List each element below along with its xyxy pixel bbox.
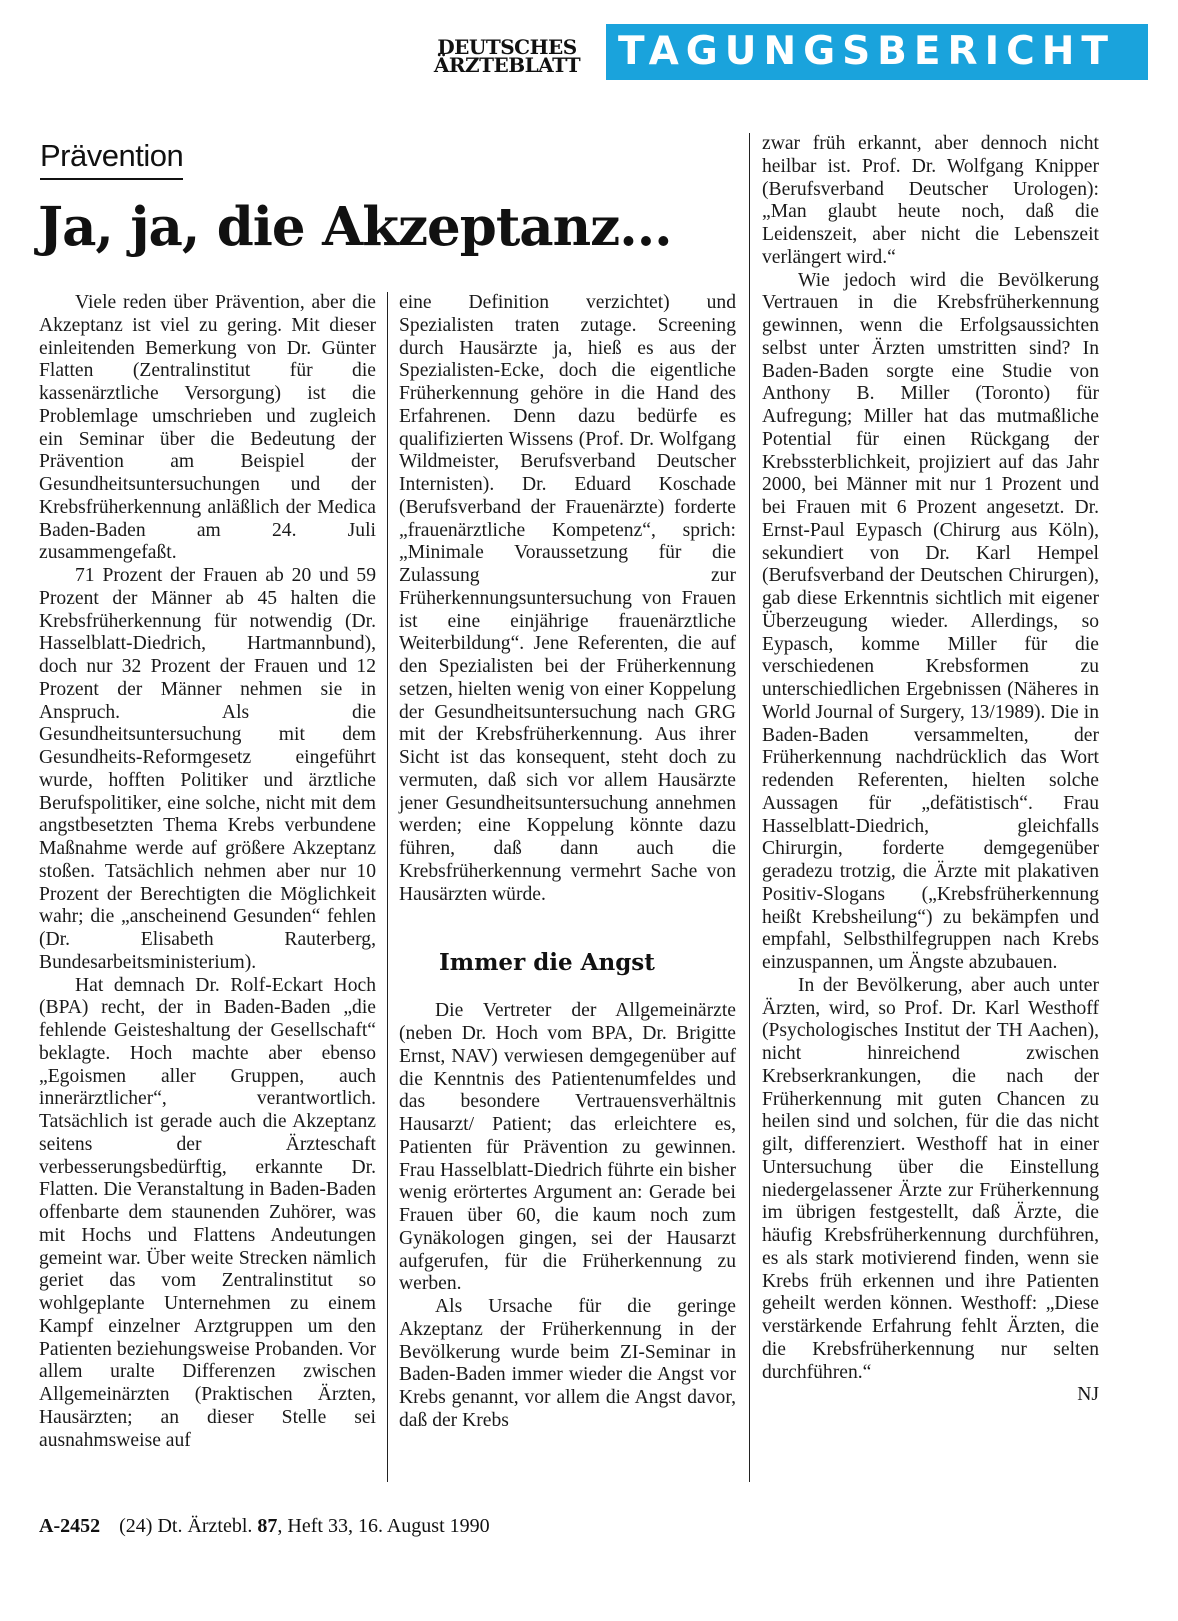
paragraph: In der Bevölkerung, aber auch unter Ärzten, wird, so Prof. Dr. Karl Westhoff (Psychologisches Institut der TH Aachen), nicht hinreichend zwischen Krebserkrankungen, die nach der Früherkennung mit guten Chancen zu heilen sind und solchen, für die das nicht gilt, differenziert. Westhoff hat in einer Untersuchung über die Einstellung niedergelassener Ärzte zur Früherkennung im übrigen festgestellt, daß Ärzte, die häufig Krebsfrüherkennung durchführen, es als stark motivierend finden, wenn sie Krebs früh erkennen und ihre Patienten geheilt werden können. Westhoff: „Diese verstärkende Erfahrung fehlt Ärzten, die die Krebsfrüherkennung nur selten durchführen.“ <box>762 974 1099 1383</box>
section-subhead: Immer die Angst <box>439 949 655 977</box>
article-column-2 <box>399 292 736 1433</box>
paragraph: zwar früh erkannt, aber dennoch nicht heilbar ist. Prof. Dr. Wolfgang Knipper (Berufsverband Deutscher Urologen): „Man glaubt heute noch, daß die Leidenszeit, aber nicht die Lebenszeit verlängert wird.“ <box>762 133 1099 268</box>
paragraph: Als Ursache für die geringe Akzeptanz der Früherkennung in der Bevölkerung wurde beim ZI-Seminar in Baden-Baden immer wieder die Angst vor Krebs genannt, vor allem die Angst davor, daß der Krebs <box>399 1296 736 1431</box>
page-number: (24) <box>119 1515 153 1537</box>
masthead <box>418 24 1148 80</box>
column-rule-1 <box>387 292 388 1482</box>
issue-date: , Heft 33, 16. August 1990 <box>277 1515 490 1537</box>
paragraph: Die Vertreter der Allgemeinärzte (neben Dr. Hoch vom BPA, Dr. Brigitte Ernst, NAV) verwiesen demgegenüber auf die Kenntnis des Patientenumfeldes und das besondere Vertrauensverhältnis Hausarzt/ Patient; das erleichtere es, Patienten für Prävention zu gewinnen. Frau Hasselblatt-Diedrich führte ein bisher wenig erörtertes Argument an: Gerade bei Frauen über 60, die kaum noch zum Gynäkologen gingen, sei der Hausarzt aufgerufen, für die Früherkennung zu werben. <box>399 1000 736 1295</box>
paragraph: Hat demnach Dr. Rolf-Eckart Hoch (BPA) recht, der in Baden-Baden „die fehlende Geisteshaltung der Gesellschaft“ beklagte. Hoch machte aber ebenso „Egoismen aller Gruppen, auch innerärztlicher“, verantwortlich. Tatsächlich ist gerade auch die Akzeptanz seitens der Ärzteschaft verbesserungsbedürftig, erkannte Dr. Flatten. Die Veranstaltung in Baden-Baden offenbarte dem staunenden Zuhörer, was mit Hochs und Flattens Andeutungen gemeint war. Über weite Strecken nämlich geriet das vom Zentralinstitut so wohlgeplante Unternehmen zu einem Kampf einzelner Arztgruppen um den Patienten beziehungsweise Probanden. Vor allem uralte Differenzen zwischen Allgemeinärzten (Praktischen Ärzten, Hausärzten; an dieser Stelle sei ausnahmsweise auf <box>39 974 376 1451</box>
paragraph: Viele reden über Prävention, aber die Akzeptanz ist viel zu gering. Mit dieser einleitenden Bemerkung von Dr. Günter Flatten (Zentralinstitut für die kassenärztliche Versorgung) ist die Problemlage umschrieben und zugleich ein Seminar über die Bedeutung der Prävention am Beispiel der Gesundheitsuntersuchungen und der Krebsfrüherkennung anläßlich der Medica Baden-Baden am 24. Juli zusammengefaßt. <box>39 292 376 564</box>
journal-abbrev: Dt. Ärztebl. <box>157 1515 253 1537</box>
column-rule-2 <box>749 133 750 1482</box>
brand-line-1: DEUTSCHES <box>437 35 577 59</box>
article-column-1 <box>39 292 376 1452</box>
journal-brand <box>418 35 596 77</box>
paragraph: Wie jedoch wird die Bevölkerung Vertrauen in die Krebsfrüherkennung gewinnen, wenn die Erfolgsaussichten selbst unter Ärzten umstritten sind? In Baden-Baden sorgte eine Studie von Anthony B. Miller (Toronto) für Aufregung; Miller hat das mutmaßliche Potential für einen Rückgang der Krebssterblichkeit, projiziert auf das Jahr 2000, bei Männer mit nur 1 Prozent und bei Frauen mit 6 Prozent angesetzt. Dr. Ernst-Paul Eypasch (Chirurg aus Köln), sekundiert von Dr. Karl Hempel (Berufsverband der Deutschen Chirurgen), gab diese Erkenntnis sichtlich mit eigener Überzeugung wieder. Allerdings, so Eypasch, komme Miller für die verschiedenen Krebsformen zu unterschiedlichen Ergebnissen (Näheres in World Journal of Surgery, 13/1989). Die in Baden-Baden versammelten, der Früherkennung nachdrücklich das Wort redenden Referenten, hielten solche Aussagen für „defätistisch“. Frau Hasselblatt-Diedrich, gleichfalls Chirurgin, forderte demgegenüber geradezu trotzig, die Ärzte mit plakativen Positiv-Slogans („Krebsfrüherkennung heißt Krebsheilung“) zu bekämpfen und empfahl, Selbsthilfegruppen nach Krebs einzuspannen, um Ängste abzubauen. <box>762 269 1099 973</box>
page-footer <box>39 1514 490 1538</box>
paragraph: 71 Prozent der Frauen ab 20 und 59 Prozent der Männer ab 45 halten die Krebsfrüherkennung für notwendig (Dr. Hasselblatt-Diedrich, Hartmannbund), doch nur 32 Prozent der Frauen und 12 Prozent der Männer nehmen sie in Anspruch. Als die Gesundheitsuntersuchung mit dem Gesundheits-Reformgesetz eingeführt wurde, hofften Politiker und ärztliche Berufspolitiker, eine solche, nicht mit dem angstbesetzten Thema Krebs verbundene Maßnahme werde auf größere Akzeptanz stoßen. Tatsächlich nehmen aber nur 10 Prozent der Berechtigten die Möglichkeit wahr; die „anscheinend Gesunden“ fehlen (Dr. Elisabeth Rauterberg, Bundesarbeitsministerium). <box>39 565 376 973</box>
page-code: A-2452 <box>39 1515 101 1537</box>
article-column-3 <box>762 133 1099 1407</box>
author-signature: NJ <box>1077 1384 1099 1406</box>
volume-number: 87 <box>257 1515 278 1537</box>
brand-line-2: ÄRZTEBLATT <box>433 53 581 77</box>
article-headline: Ja, ja, die Akzeptanz... <box>38 196 672 258</box>
section-banner: TAGUNGSBERICHT <box>606 24 1148 80</box>
article-kicker: Prävention <box>40 136 183 180</box>
paragraph: eine Definition verzichtet) und Spezialisten traten zutage. Screening durch Hausärzte ja, hieß es aus der Spezialisten-Ecke, doch die eigentliche Früherkennung gehöre in die Hand des Erfahrenen. Denn dazu bedürfe es qualifizierten Wissens (Prof. Dr. Wolfgang Wildmeister, Berufsverband Deutscher Internisten). Dr. Eduard Koschade (Berufsverband der Frauenärzte) forderte „frauenärztliche Kompetenz“, sprich: „Minimale Voraussetzung für die Zulassung zur Früherkennungsuntersuchung von Frauen ist eine einjährige frauenärztliche Weiterbildung“. Jene Referenten, die auf den Spezialisten bei der Früherkennung setzen, hielten wenig von einer Koppelung der Gesundheitsuntersuchung nach GRG mit der Krebsfrüherkennung. Aus ihrer Sicht ist das konsequent, steht doch zu vermuten, daß sich vor allem Hausärzte jener Gesundheitsuntersuchung annehmen werden; eine Koppelung könnte dazu führen, daß dann auch die Krebsfrüherkennung vermehrt Sache von Hausärzten würde. <box>399 292 736 905</box>
